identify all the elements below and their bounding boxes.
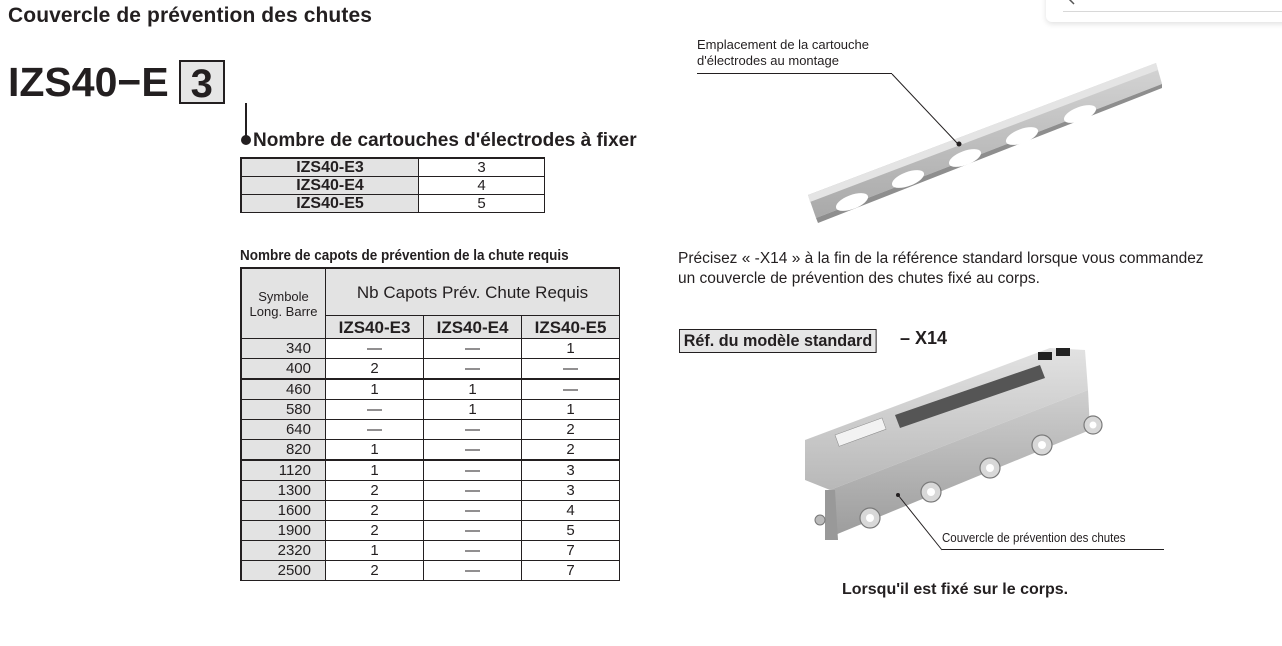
group-header: Nb Capots Prév. Chute Requis — [326, 268, 620, 316]
cover-count-cell: — — [326, 400, 424, 420]
bar-length-cell: 2320 — [241, 541, 326, 561]
count-cell: 4 — [419, 177, 545, 195]
cover-count-cell: — — [522, 379, 620, 400]
table-row — [241, 521, 620, 541]
cover-count-cell: — — [424, 501, 522, 521]
bar-length-cell: 400 — [241, 359, 326, 380]
cover-count-cell: — — [326, 420, 424, 440]
order-note — [678, 249, 1204, 289]
order-note-line1: Précisez « -X14 » à la fin de la référence standard lorsque vous commandez — [678, 250, 1204, 267]
bar-length-cell: 640 — [241, 420, 326, 440]
cartridge-table — [240, 157, 545, 213]
bar-length-cell: 2500 — [241, 561, 326, 581]
bar-length-cell: 1300 — [241, 481, 326, 501]
leader-dot — [241, 135, 251, 145]
cover-callout-underline — [942, 549, 1164, 550]
model-cell: IZS40-E5 — [241, 195, 419, 213]
model-code-suffix-box: 3 — [179, 60, 225, 104]
table-row — [241, 158, 545, 177]
cover-count-cell: 7 — [522, 561, 620, 581]
cover-count-cell: 1 — [522, 339, 620, 359]
cover-count-cell: 1 — [326, 460, 424, 481]
cover-count-cell: 5 — [522, 521, 620, 541]
model-code — [8, 58, 225, 106]
cartridge-table-title: Nombre de cartouches d'électrodes à fixer — [253, 130, 637, 151]
ionizer-body-image — [790, 340, 1160, 560]
table-row — [241, 177, 545, 195]
cover-count-cell: 1 — [424, 400, 522, 420]
requirement-table — [240, 267, 620, 581]
cover-count-cell: 2 — [522, 440, 620, 461]
rail-cover-image — [760, 60, 1180, 240]
cover-count-cell: 2 — [326, 561, 424, 581]
cover-count-cell: 3 — [522, 481, 620, 501]
table-row — [241, 541, 620, 561]
standard-ref-box: Réf. du modèle standard — [679, 329, 877, 353]
cover-count-cell: — — [326, 339, 424, 359]
table-row — [241, 339, 620, 359]
column-header: IZS40-E4 — [424, 316, 522, 339]
bar-length-cell: 460 — [241, 379, 326, 400]
standard-ref-suffix: – X14 — [900, 328, 948, 348]
bar-length-cell: 1900 — [241, 521, 326, 541]
table-row — [241, 379, 620, 400]
cover-count-cell: 2 — [326, 521, 424, 541]
model-cell: IZS40-E4 — [241, 177, 419, 195]
table-row — [241, 481, 620, 501]
cover-count-cell: 2 — [522, 420, 620, 440]
bar-length-cell: 1120 — [241, 460, 326, 481]
cover-count-cell: — — [424, 460, 522, 481]
cover-count-cell: — — [424, 420, 522, 440]
cover-count-cell: — — [424, 521, 522, 541]
bar-length-cell: 1600 — [241, 501, 326, 521]
cover-count-cell: 1 — [522, 400, 620, 420]
cover-count-cell: — — [424, 561, 522, 581]
table-row — [241, 460, 620, 481]
bar-length-cell: 820 — [241, 440, 326, 461]
table-row — [241, 400, 620, 420]
body-image-caption: Lorsqu'il est fixé sur le corps. — [842, 581, 1069, 598]
section-title: Couvercle de prévention des chutes — [8, 4, 373, 27]
table-row — [241, 440, 620, 461]
cover-count-cell: 1 — [424, 379, 522, 400]
cover-count-cell: 3 — [522, 460, 620, 481]
cover-count-cell: 1 — [326, 379, 424, 400]
table-row — [241, 420, 620, 440]
model-cell: IZS40-E3 — [241, 158, 419, 177]
model-code-prefix: IZS40−E — [8, 59, 169, 105]
cover-count-cell: 2 — [326, 481, 424, 501]
count-cell: 5 — [419, 195, 545, 213]
bar-length-cell: 340 — [241, 339, 326, 359]
cover-count-cell: — — [424, 440, 522, 461]
order-note-line2: un couvercle de prévention des chutes fixé au corps. — [678, 270, 1040, 287]
search-input-underline — [1063, 11, 1282, 12]
cover-callout: Couvercle de prévention des chutes — [942, 531, 1126, 545]
column-header: IZS40-E3 — [326, 316, 424, 339]
bar-length-cell: 580 — [241, 400, 326, 420]
rail-callout-line1: Emplacement de la cartouche — [697, 37, 869, 52]
count-cell: 3 — [419, 158, 545, 177]
cover-count-cell: — — [424, 339, 522, 359]
search-panel[interactable] — [1046, 0, 1282, 22]
column-header: IZS40-E5 — [522, 316, 620, 339]
table-row — [241, 195, 545, 213]
table-row — [241, 561, 620, 581]
cover-count-cell: 2 — [326, 359, 424, 380]
cover-count-cell: — — [424, 359, 522, 380]
search-icon[interactable] — [1064, 0, 1076, 6]
cover-count-cell: 4 — [522, 501, 620, 521]
requirement-table-title: Nombre de capots de prévention de la chute requis — [240, 247, 569, 264]
table-row — [241, 359, 620, 380]
cover-count-cell: — — [424, 541, 522, 561]
cover-count-cell: 7 — [522, 541, 620, 561]
table-row — [241, 501, 620, 521]
cover-count-cell: — — [522, 359, 620, 380]
cover-count-cell: 2 — [326, 501, 424, 521]
cover-count-cell: 1 — [326, 440, 424, 461]
rail-callout-line2: d'électrodes au montage — [697, 53, 839, 68]
symbol-header: Symbole Long. Barre — [241, 268, 326, 339]
cover-count-cell: — — [424, 481, 522, 501]
cover-count-cell: 1 — [326, 541, 424, 561]
